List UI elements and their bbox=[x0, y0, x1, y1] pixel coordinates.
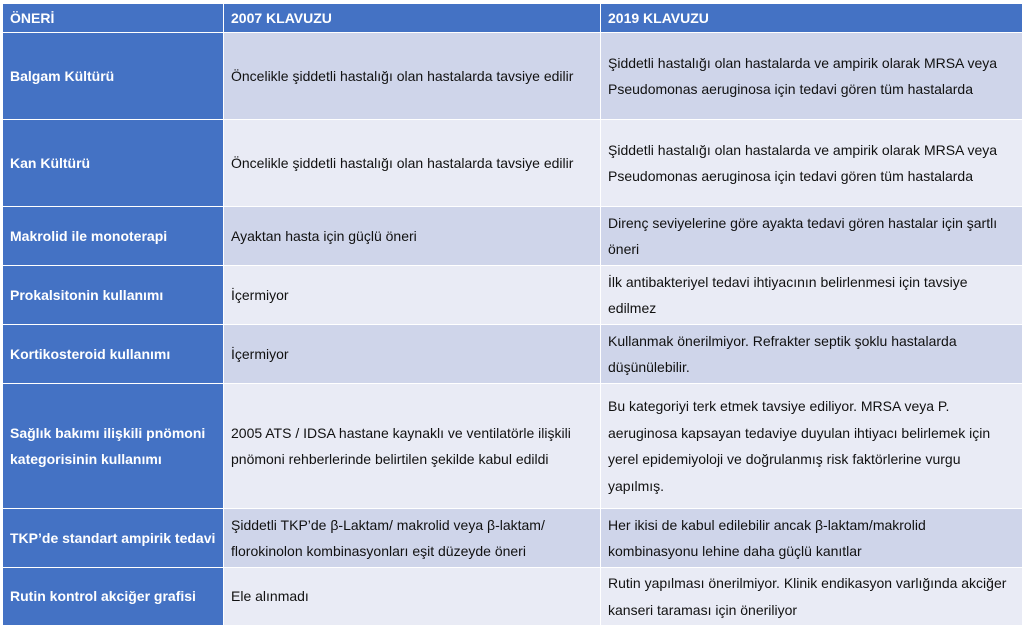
table-row bbox=[3, 266, 1023, 325]
table-row bbox=[3, 568, 1023, 626]
row-topic: TKP’de standart ampirik tedavi bbox=[3, 509, 224, 568]
cell-2007: İçermiyor bbox=[224, 266, 601, 325]
row-topic: Balgam Kültürü bbox=[3, 33, 224, 120]
cell-2007: Öncelikle şiddetli hastalığı olan hastalarda tavsiye edilir bbox=[224, 33, 601, 120]
cell-2007: İçermiyor bbox=[224, 325, 601, 384]
row-topic: Prokalsitonin kullanımı bbox=[3, 266, 224, 325]
header-2019-guideline: 2019 KLAVUZU bbox=[601, 4, 1023, 33]
cell-2007: Ayaktan hasta için güçlü öneri bbox=[224, 207, 601, 266]
table-row bbox=[3, 509, 1023, 568]
table-row bbox=[3, 384, 1023, 509]
cell-2019: Rutin yapılması önerilmiyor. Klinik endikasyon varlığında akciğer kanseri taraması için öneriliyor bbox=[601, 568, 1023, 626]
row-topic: Kortikosteroid kullanımı bbox=[3, 325, 224, 384]
guideline-comparison-table bbox=[2, 3, 1023, 626]
cell-2007: 2005 ATS / IDSA hastane kaynaklı ve ventilatörle ilişkili pnömoni rehberlerinde belirtilen şekilde kabul edildi bbox=[224, 384, 601, 509]
cell-2019: Şiddetli hastalığı olan hastalarda ve ampirik olarak MRSA veya Pseudomonas aeruginosa için tedavi gören tüm hastalarda bbox=[601, 33, 1023, 120]
cell-2019: Direnç seviyelerine göre ayakta tedavi gören hastalar için şartlı öneri bbox=[601, 207, 1023, 266]
cell-2019: Her ikisi de kabul edilebilir ancak β-laktam/makrolid kombinasyonu lehine daha güçlü kanıtlar bbox=[601, 509, 1023, 568]
cell-2019: Kullanmak önerilmiyor. Refrakter septik şoklu hastalarda düşünülebilir. bbox=[601, 325, 1023, 384]
table-row bbox=[3, 120, 1023, 207]
header-recommendation: ÖNERİ bbox=[3, 4, 224, 33]
cell-2019: Şiddetli hastalığı olan hastalarda ve ampirik olarak MRSA veya Pseudomonas aeruginosa için tedavi gören tüm hastalarda bbox=[601, 120, 1023, 207]
cell-2007: Öncelikle şiddetli hastalığı olan hastalarda tavsiye edilir bbox=[224, 120, 601, 207]
row-topic: Sağlık bakımı ilişkili pnömoni kategorisinin kullanımı bbox=[3, 384, 224, 509]
table-row bbox=[3, 325, 1023, 384]
row-topic: Rutin kontrol akciğer grafisi bbox=[3, 568, 224, 626]
cell-2007: Şiddetli TKP’de β-Laktam/ makrolid veya β-laktam/ florokinolon kombinasyonları eşit düzeyde öneri bbox=[224, 509, 601, 568]
table-row bbox=[3, 33, 1023, 120]
table-header-row bbox=[3, 4, 1023, 33]
row-topic: Kan Kültürü bbox=[3, 120, 224, 207]
header-2007-guideline: 2007 KLAVUZU bbox=[224, 4, 601, 33]
cell-2019: Bu kategoriyi terk etmek tavsiye ediliyor. MRSA veya P. aeruginosa kapsayan tedaviye duyulan ihtiyacı belirlemek için yerel epidemiyoloji ve doğrulanmış risk faktörlerine vurgu yapılmış. bbox=[601, 384, 1023, 509]
row-topic: Makrolid ile monoterapi bbox=[3, 207, 224, 266]
cell-2019: İlk antibakteriyel tedavi ihtiyacının belirlenmesi için tavsiye edilmez bbox=[601, 266, 1023, 325]
cell-2007: Ele alınmadı bbox=[224, 568, 601, 626]
table-row bbox=[3, 207, 1023, 266]
